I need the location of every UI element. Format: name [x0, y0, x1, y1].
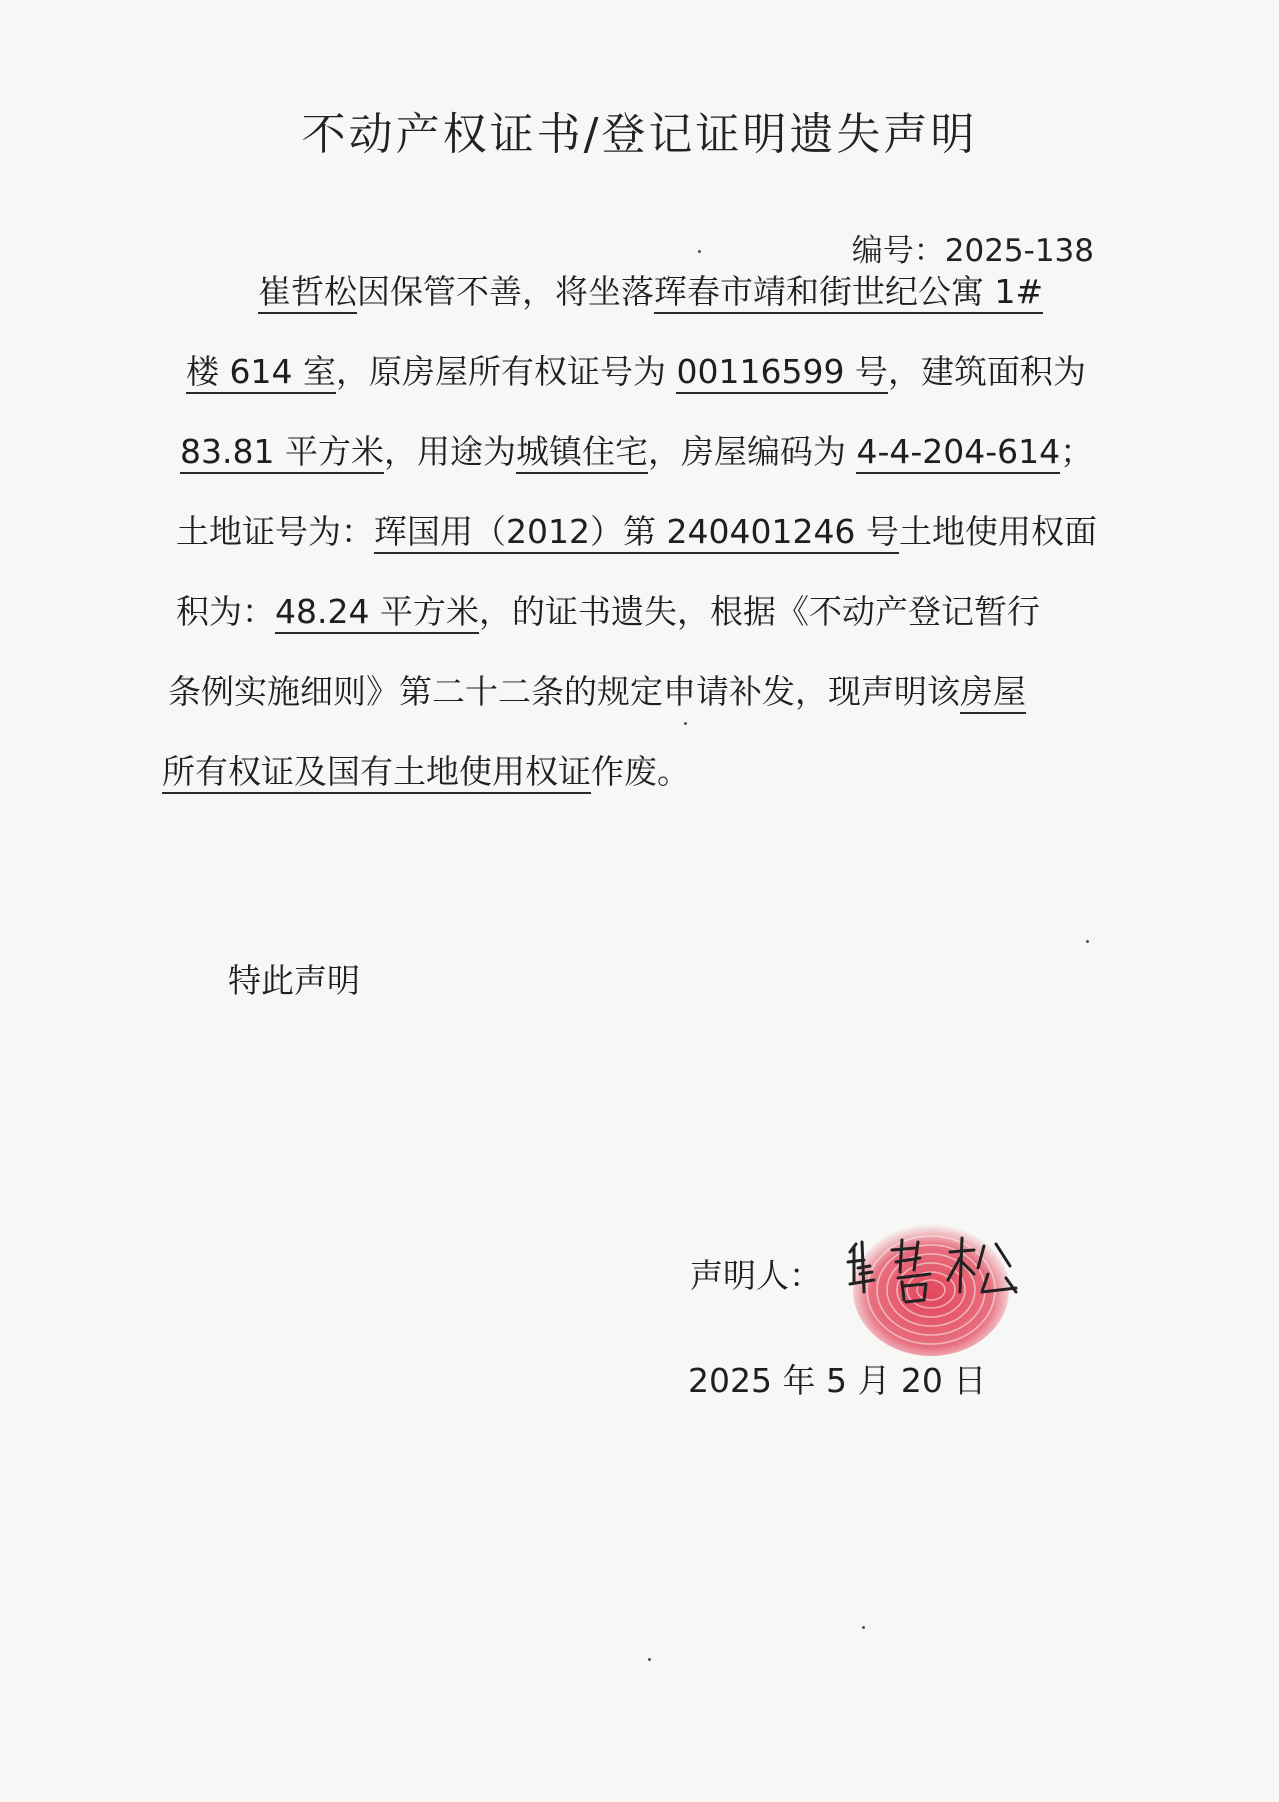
body-text: 因保管不善，将坐落: [357, 272, 654, 311]
scan-speck: [862, 1626, 865, 1629]
body-text: ，原房屋所有权证号为: [335, 352, 677, 391]
signer-label: 声明人：: [690, 1256, 822, 1295]
underlined-field: 00116599 号: [676, 352, 887, 394]
body-text: ；: [1060, 432, 1094, 471]
underlined-field: 崔哲松: [258, 272, 357, 314]
body-line: [162, 750, 690, 794]
scan-speck: [648, 1658, 651, 1661]
document-number: 编号：2025-138: [851, 233, 1094, 269]
underlined-field: 城镇住宅: [516, 432, 648, 474]
body-text: 土地证号为：: [176, 512, 374, 551]
scan-speck: [684, 722, 687, 725]
body-line: [186, 350, 1086, 394]
body-line: [258, 270, 1043, 314]
body-text: 作废。: [591, 752, 690, 791]
underlined-field: 83.81 平方米: [180, 432, 384, 474]
underlined-field: 珲国用（2012）第 240401246 号: [374, 512, 899, 554]
body-text: ，用途为: [383, 432, 516, 471]
body-text: ，房屋编码为: [647, 432, 857, 471]
body-text: ，建筑面积为: [887, 352, 1086, 391]
declaration-date: 2025 年 5 月 20 日: [688, 1361, 987, 1400]
closing-text: 特此声明: [228, 961, 360, 1000]
scan-speck: [1086, 940, 1089, 943]
body-text: ，的证书遗失，根据《不动产登记暂行: [478, 592, 1040, 631]
underlined-field: 珲春市靖和街世纪公寓 1#: [654, 272, 1043, 314]
underlined-field: 4-4-204-614: [856, 432, 1060, 474]
underlined-field: 楼 614 室: [186, 352, 336, 394]
underlined-field: 房屋: [960, 672, 1026, 714]
body-line: [168, 670, 1026, 714]
body-line: [176, 590, 1040, 634]
underlined-field: 48.24 平方米: [275, 592, 479, 634]
body-line: [176, 510, 1097, 554]
body-line: [180, 430, 1093, 474]
handwritten-signature: [840, 1222, 1040, 1322]
scan-speck: [698, 250, 701, 253]
document-title: 不动产权证书/登记证明遗失声明: [301, 109, 978, 160]
body-text: 土地使用权面: [898, 512, 1097, 551]
body-text: 条例实施细则》第二十二条的规定申请补发，现声明该: [168, 672, 960, 711]
body-text: 积为：: [176, 592, 275, 631]
underlined-field: 所有权证及国有土地使用权证: [162, 752, 591, 794]
